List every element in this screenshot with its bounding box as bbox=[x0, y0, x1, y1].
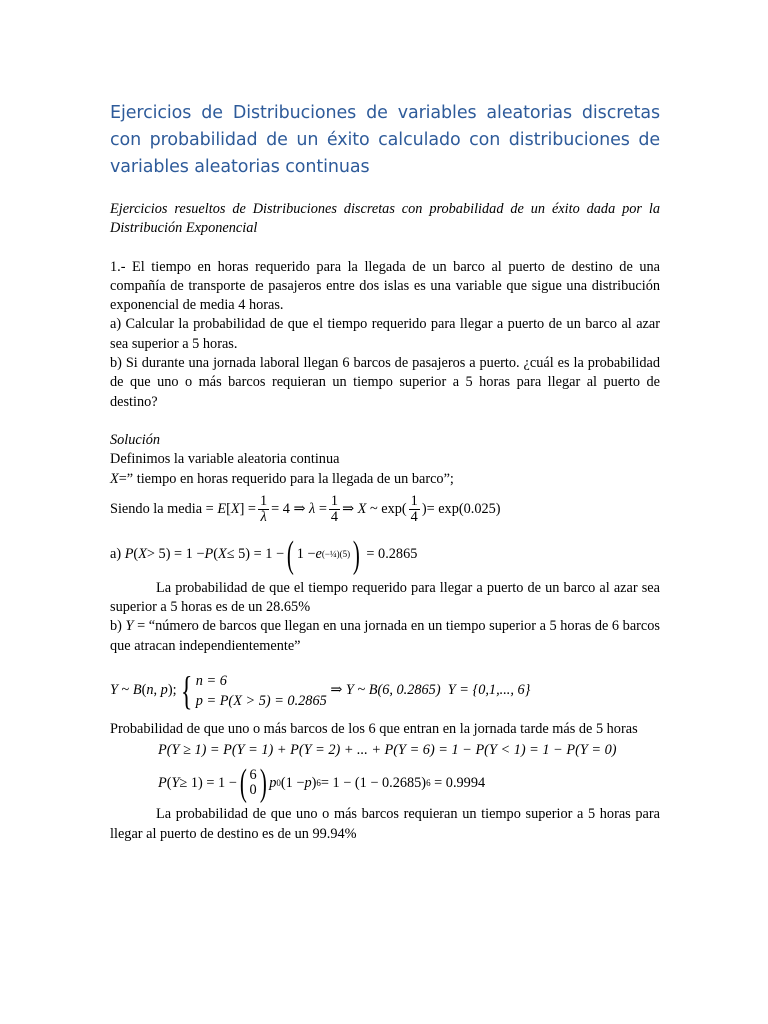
document-body bbox=[110, 200, 660, 844]
part-a-conclusion: La probabilidad de que el tiempo requerido para llegar a puerto de un barco al azar sea superior a 5 horas es de un 28.65% bbox=[110, 579, 660, 616]
equation-2-result: = 0.9994 bbox=[434, 774, 486, 791]
part-a-label: a) bbox=[110, 546, 122, 563]
x-definition-text: =” tiempo en horas requerido para la llegada de un barco”; bbox=[118, 470, 454, 487]
problem-part-a: a) Calcular la probabilidad de que el tiempo requerido para llegar a puerto de un barco al azar sea superior a 5 horas. bbox=[110, 316, 660, 352]
part-a-result: = 0.2865 bbox=[366, 546, 418, 563]
problem-part-b: b) Si durante una jornada laboral llegan 6 barcos de pasajeros a puerto. ¿cuál es la probabilidad de que uno o más barcos requieran un tiempo superior a 5 horas para llegar al puerto de destino? bbox=[110, 355, 660, 410]
media-label: Siendo la media = bbox=[110, 501, 214, 518]
section-subtitle: Ejercicios resueltos de Distribuciones discretas con probabilidad de un éxito dada por la Distribución Exponencial bbox=[110, 201, 660, 237]
binom-p: p = P(X > 5) = 0.2865 bbox=[195, 693, 327, 710]
x-variable: X bbox=[110, 470, 119, 487]
y-range: Y = {0,1,..., 6} bbox=[447, 682, 531, 699]
binom-result: ⇒ Y ~ B(6, 0.2865) bbox=[330, 682, 441, 699]
final-conclusion: La probabilidad de que uno o más barcos requieran un tiempo superior a 5 horas para llegar al puerto de destino es de un 99.94% bbox=[110, 806, 660, 842]
binom-n: n = 6 bbox=[195, 673, 227, 690]
equation-2: P ( Y ≥ 1) = 1 − ( 6 0 ) p 0 (1 − p ) 6 = 1 − (1 − 0.2685) 6 = 0.9994 bbox=[158, 762, 486, 805]
binomial-definition: Y ~ B ( n , p ); { n = 6 p = P(X > 5) = 0.2865 ⇒ Y ~ B(6, 0.2865) Y = {0,1,..., 6} bbox=[110, 668, 531, 714]
solution-heading: Solución bbox=[110, 431, 161, 448]
part-b-definition: b) Y = “número de barcos que llegan en una jornada en un tiempo superior a 5 horas de 6 barcos que atracan independientemente” bbox=[110, 618, 660, 654]
solution-define-line: Definimos la variable aleatoria continua bbox=[110, 451, 340, 468]
document-title: Ejercicios de Distribuciones de variables aleatorias discretas con probabilidad de un éxito calculado con distribuciones de variables aleatorias continuas bbox=[110, 103, 660, 177]
part-a-equation: a) P ( X > 5) = 1 − P ( X ≤ 5) = 1 − ( 1 − e (−¼)(5) ) = 0.2865 bbox=[110, 533, 418, 576]
media-equation: Siendo la media = E [ X ] = $\frac{1}{\lambda}$ = 4 ⇒ λ = $\frac{1}{4}$ ⇒ X ~ exp( $\frac{1}{4}$ ) = exp(0.025) bbox=[110, 493, 501, 526]
problem-statement: 1.- El tiempo en horas requerido para la llegada de un barco al puerto de destino de una compañía de transporte de pasajeros entre dos islas es una variable que sigue una distribución exponencial de media 4 horas. bbox=[110, 258, 660, 314]
probability-text: Probabilidad de que uno o más barcos de los 6 que entran en la jornada tarde más de 5 horas bbox=[110, 721, 638, 738]
equation-1: P(Y ≥ 1) = P(Y = 1) + P(Y = 2) + ... + P(Y = 6) = 1 − P(Y < 1) = 1 − P(Y = 0) bbox=[158, 741, 617, 758]
media-result: = exp(0.025) bbox=[426, 501, 501, 518]
x-definition bbox=[110, 470, 660, 489]
